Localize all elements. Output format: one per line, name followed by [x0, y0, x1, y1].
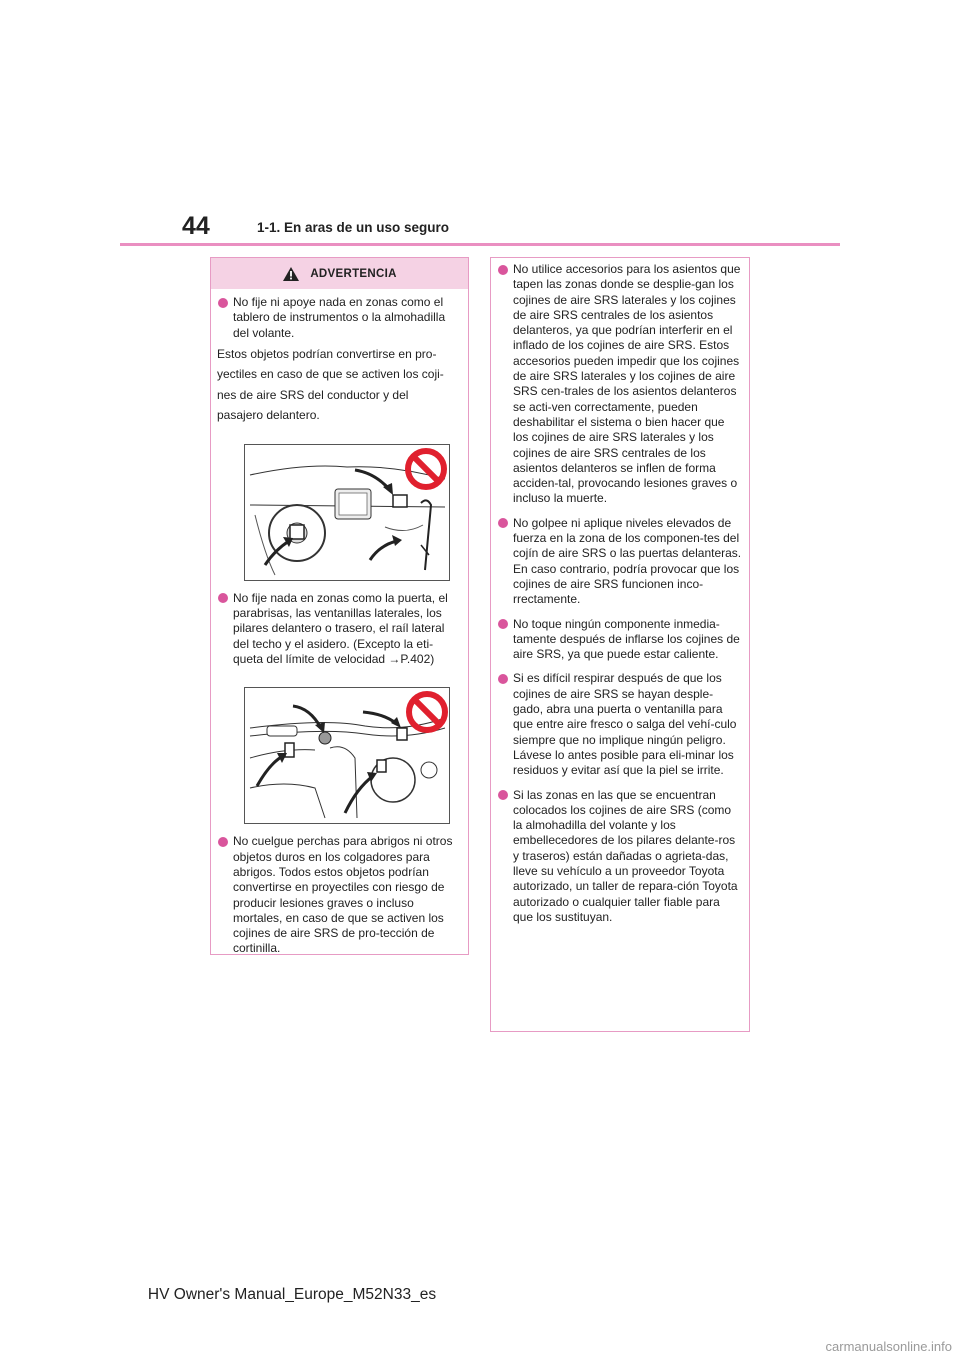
warning-box-left	[210, 257, 469, 955]
paragraph-line: Estos objetos podrían convertirse en pro-	[217, 346, 437, 361]
bullet-icon	[218, 593, 228, 603]
bullet-icon	[218, 298, 228, 308]
bullet-icon	[498, 674, 508, 684]
list-item: No golpee ni aplique niveles elevados de fuerza en la zona de los componen-tes del cojín de aire SRS o las puertas delanteras. En caso contrario, podría provocar que los cojines de aire SRS funcionen inco-rrectamente.	[497, 516, 743, 608]
bullet-icon	[498, 790, 508, 800]
header-rule	[120, 243, 840, 246]
page-number: 44	[182, 212, 210, 240]
footer-manual-name: HV Owner's Manual_Europe_M52N33_es	[147, 1286, 437, 1303]
paragraph-line: nes de aire SRS del conductor y del	[217, 387, 409, 402]
explanation-paragraph	[217, 344, 462, 426]
section-title: 1-1. En aras de un uso seguro	[257, 220, 450, 235]
bullet-icon	[218, 837, 228, 847]
bullet-icon	[498, 265, 508, 275]
paragraph-line: yectiles en caso de que se activen los coji-	[217, 367, 444, 382]
paragraph-line: pasajero delantero.	[217, 408, 320, 423]
list-item: No cuelgue perchas para abrigos ni otros objetos duros en los colgadores para abrigos. Todos estos objetos podrían convertirse en proyectiles con riesgo de producir lesiones graves o incluso mortales, en caso de que se activen los cojines de aire SRS de pro-tección de cortinilla.	[217, 834, 462, 956]
warning-title: ADVERTENCIA	[310, 267, 397, 280]
watermark: carmanualsonline.info	[825, 1339, 952, 1354]
warning-header	[211, 258, 468, 289]
list-item: No utilice accesorios para los asientos que tapen las zonas donde se desplie-gan los cojines de aire SRS laterales y los cojines de aire SRS centrales de los asientos delanteros, ya que podrían interferir en el inflado de los cojines de aire SRS. Estos accesorios pueden impedir que los cojines de aire SRS laterales y los cojines de aire SRS cen-trales de los asientos delanteros se acti-ven correctamente, pueden deshabilitar el sistema o bien hacer que los cojines de aire SRS laterales y los cojines de aire SRS centrales de los asientos delanteros se inflen de forma acciden-tal, provocando lesiones graves o incluso la muerte.	[497, 262, 743, 507]
warning-box-right	[490, 257, 750, 1032]
warning-triangle-icon	[282, 266, 300, 282]
list-item: No fije nada en zonas como la puerta, el parabrisas, las ventanillas laterales, los pilares delantero o trasero, el raíl lateral del techo y el asidero. (Excepto la eti-queta del límite de velocidad →P.402)	[217, 591, 462, 667]
list-item: Si las zonas en las que se encuentran colocados los cojines de aire SRS (como la almohadilla del volante y los embellecedores de los pilares delante-ros y traseros) están dañadas o agrieta-das, lleve su vehículo a un proveedor Toyota autorizado, un taller de repara-ción Toyota autorizado o cualquier taller fiable para que los sustituyan.	[497, 788, 743, 926]
door-pillar-illustration	[244, 687, 450, 824]
list-item: No toque ningún componente inmedia-tamente después de inflarse los cojines de aire SRS, ya que puede estar caliente.	[497, 617, 743, 663]
list-item: No fije ni apoye nada en zonas como el tablero de instrumentos o la almohadilla del volante.	[217, 295, 462, 341]
list-item: Si es difícil respirar después de que los cojines de aire SRS se hayan desple-gado, abra una puerta o ventanilla para que entre aire fresco o salga del vehí-culo siempre que no implique ningún peligro. Lávese lo antes posible para eli-minar los residuos y evitar así que la piel se irrite.	[497, 671, 743, 778]
bullet-icon	[498, 518, 508, 528]
bullet-icon	[498, 619, 508, 629]
dashboard-illustration	[244, 444, 450, 581]
